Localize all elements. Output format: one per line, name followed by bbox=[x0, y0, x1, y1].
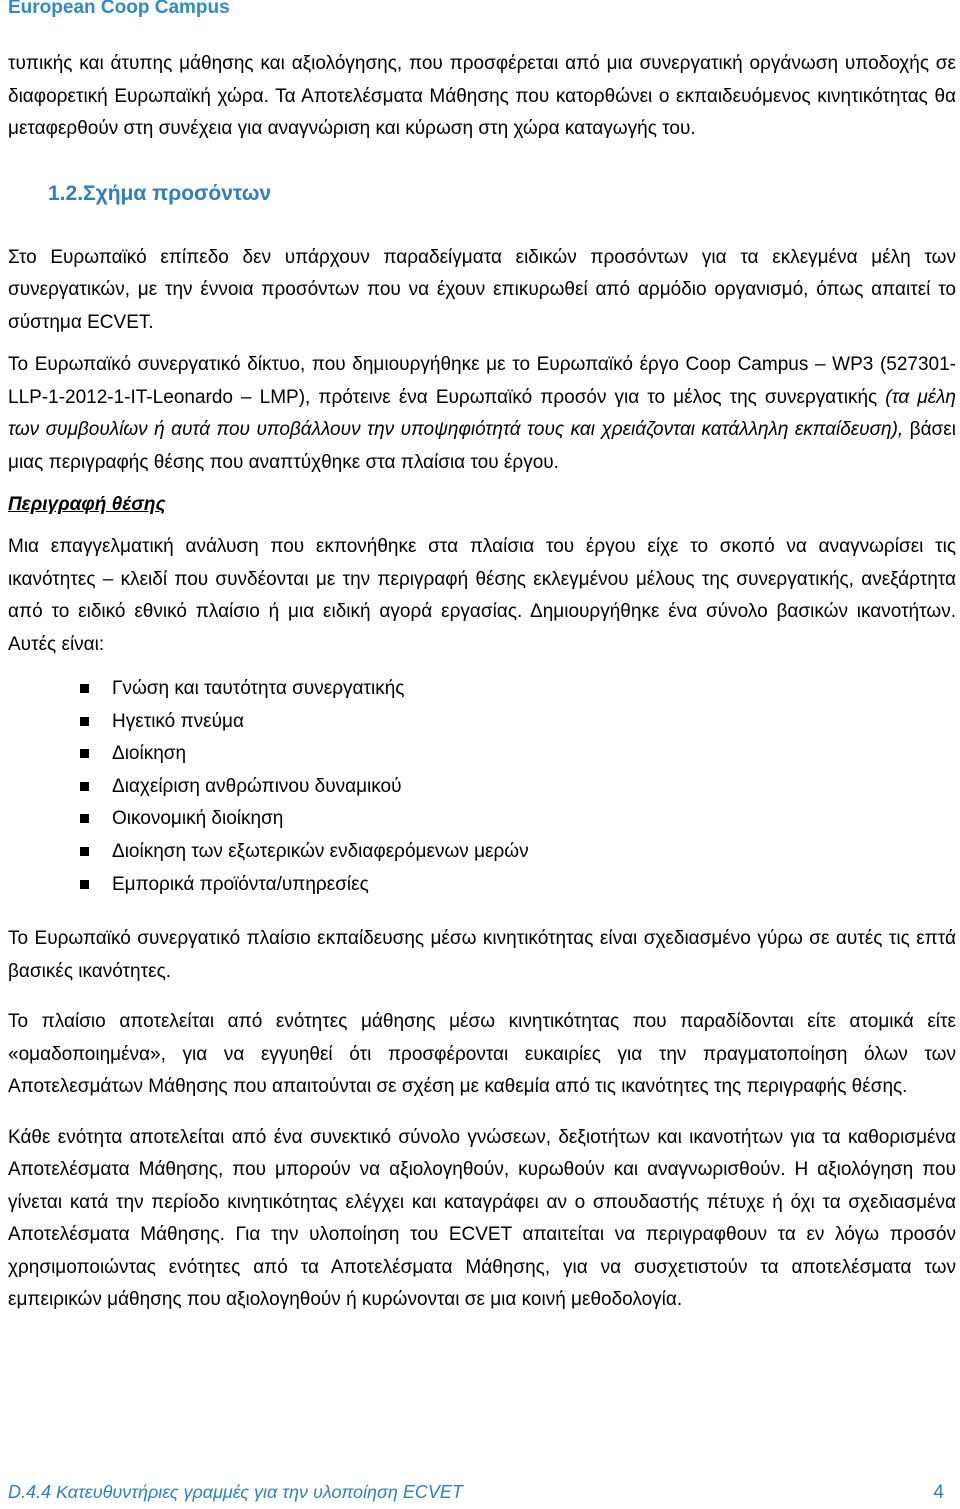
square-bullet-icon bbox=[80, 782, 89, 791]
document-body bbox=[8, 48, 956, 1317]
paragraph-unit-composition: Κάθε ενότητα αποτελείται από ένα συνεκτικό σύνολο γνώσεων, δεξιοτήτων και ικανοτήτων για τα καθορισμένα Αποτελέσματα Μάθησης, που μπορούν να αξιολογηθούν, κυρωθούν και αναγνωρισθούν. Η αξιολόγηση που γίνεται κατά την περίοδο κινητικότητας ελέγχει και καταγράφει αν ο σπουδαστής πέτυχε ή όχι τα σχεδιασμένα Αποτελέσματα Μάθησης. Για την υλοποίηση του ECVET απαιτείται να περιγραφθουν τα εν λόγω προσόν χρησιμοποιώντας ενότητες από τα Αποτελέσματα Μάθησης, για να συσχετιστούν τα αποτελέσματα των εμπειρικών μάθησης που αξιολογηθούν ή κυρώνονται σε μια κοινή μεθοδολογία. bbox=[8, 1126, 956, 1311]
square-bullet-icon bbox=[80, 814, 89, 823]
document-footer bbox=[8, 1482, 944, 1503]
paragraph-units: Το πλαίσιο αποτελείται από ενότητες μάθησης μέσω κινητικότητας που παραδίδονται είτε ατομικά είτε «ομαδοποιημένα», για να εγγυηθεί ότι προσφέρονται ευκαιρίες για την πραγματοποίηση όλων των Αποτελεσμάτων Μάθησης που απαιτούνται σε σχέση με καθεμία από τις ικανότητες της περιγραφής θέσης. bbox=[8, 1011, 956, 1098]
section-heading: 1.2.Σχήμα προσόντων bbox=[48, 181, 272, 205]
competences-list bbox=[8, 673, 956, 901]
square-bullet-icon bbox=[80, 880, 89, 889]
list-item: Εμπορικά προϊόντα/υπηρεσίες bbox=[80, 869, 956, 902]
subheading-job-description: Περιγραφή θέσης bbox=[8, 494, 166, 515]
intro-paragraph: τυπικής και άτυπης μάθησης και αξιολόγησης, που προσφέρεται από μια συνεργατική οργάνωση υποδοχής σε διαφορετική Ευρωπαϊκή χώρα. Τα Αποτελέσματα Μάθησης που κατορθώνει ο εκπαιδευόμενος κινητικότητας θα μεταφερθούν στη συνέχεια για αναγνώριση και κύρωση στη χώρα καταγωγής του. bbox=[8, 53, 956, 139]
square-bullet-icon bbox=[80, 684, 89, 693]
paragraph-coop-campus-italic: (τα μέλη των συμβουλίων ή αυτά που υποβάλλουν την υποψηφιότητά τους και χρειάζονται κατάλληλη εκπαίδευση), bbox=[8, 386, 956, 440]
list-item: Οικονομική διοίκηση bbox=[80, 803, 956, 836]
list-item: Διαχείριση ανθρώπινου δυναμικού bbox=[80, 771, 956, 804]
square-bullet-icon bbox=[80, 847, 89, 856]
list-item: Διοίκηση των εξωτερικών ενδιαφερόμενων μερών bbox=[80, 836, 956, 869]
paragraph-coop-campus-text1: Το Ευρωπαϊκό συνεργατικό δίκτυο, που δημιουργήθηκε με το Ευρωπαϊκό έργο Coop Campus – WP3 (527301-LLP-1-2012-1-IT-Leonardo – LMP), πρότεινε ένα Ευρωπαϊκό προσόν για το μέλος της συνεργατικής bbox=[8, 354, 956, 408]
paragraph-no-qualifications: Στο Ευρωπαϊκό επίπεδο δεν υπάρχουν παραδείγματα ειδικών προσόντων για τα εκλεγμένα μέλη των συνεργατικών, με την έννοια προσόντων που να έχουν επικυρωθεί από αρμόδιο οργανισμό, όπως απαιτεί το σύστημα ECVET. bbox=[8, 246, 956, 333]
paragraph-framework: Το Ευρωπαϊκό συνεργατικό πλαίσιο εκπαίδευσης μέσω κινητικότητας είναι σχεδιασμένο γύρω σε αυτές τις επτά βασικές ικανότητες. bbox=[8, 928, 956, 982]
paragraph-analysis: Μια επαγγελματική ανάλυση που εκπονήθηκε στα πλαίσια του έργου είχε το σκοπό να αναγνωρίσει τις ικανότητες – κλειδί που συνδέονται με την περιγραφή θέσης εκλεγμένου μέλους της συνεργατικής, ανεξάρτητα από το ειδικό εθνικό πλαίσιο ή μια ειδική αγορά εργασίας. Δημιουργήθηκε ένα σύνολο βασικών ικανοτήτων. Αυτές είναι: bbox=[8, 536, 956, 655]
paragraph-coop-campus bbox=[8, 349, 956, 479]
document-header: European Coop Campus bbox=[8, 0, 230, 18]
list-item: Ηγετικό πνεύμα bbox=[80, 706, 956, 739]
footer-title: D.4.4 Κατευθυντήριες γραμμές για την υλοποίηση ECVET bbox=[8, 1482, 463, 1502]
paragraph-coop-campus-text2: βάσει μιας περιγραφής θέσης που αναπτύχθηκε στα πλαίσια του έργου. bbox=[8, 419, 956, 473]
square-bullet-icon bbox=[80, 717, 89, 726]
page-number: 4 bbox=[933, 1482, 944, 1503]
list-item: Γνώση και ταυτότητα συνεργατικής bbox=[80, 673, 956, 706]
square-bullet-icon bbox=[80, 749, 89, 758]
list-item: Διοίκηση bbox=[80, 738, 956, 771]
